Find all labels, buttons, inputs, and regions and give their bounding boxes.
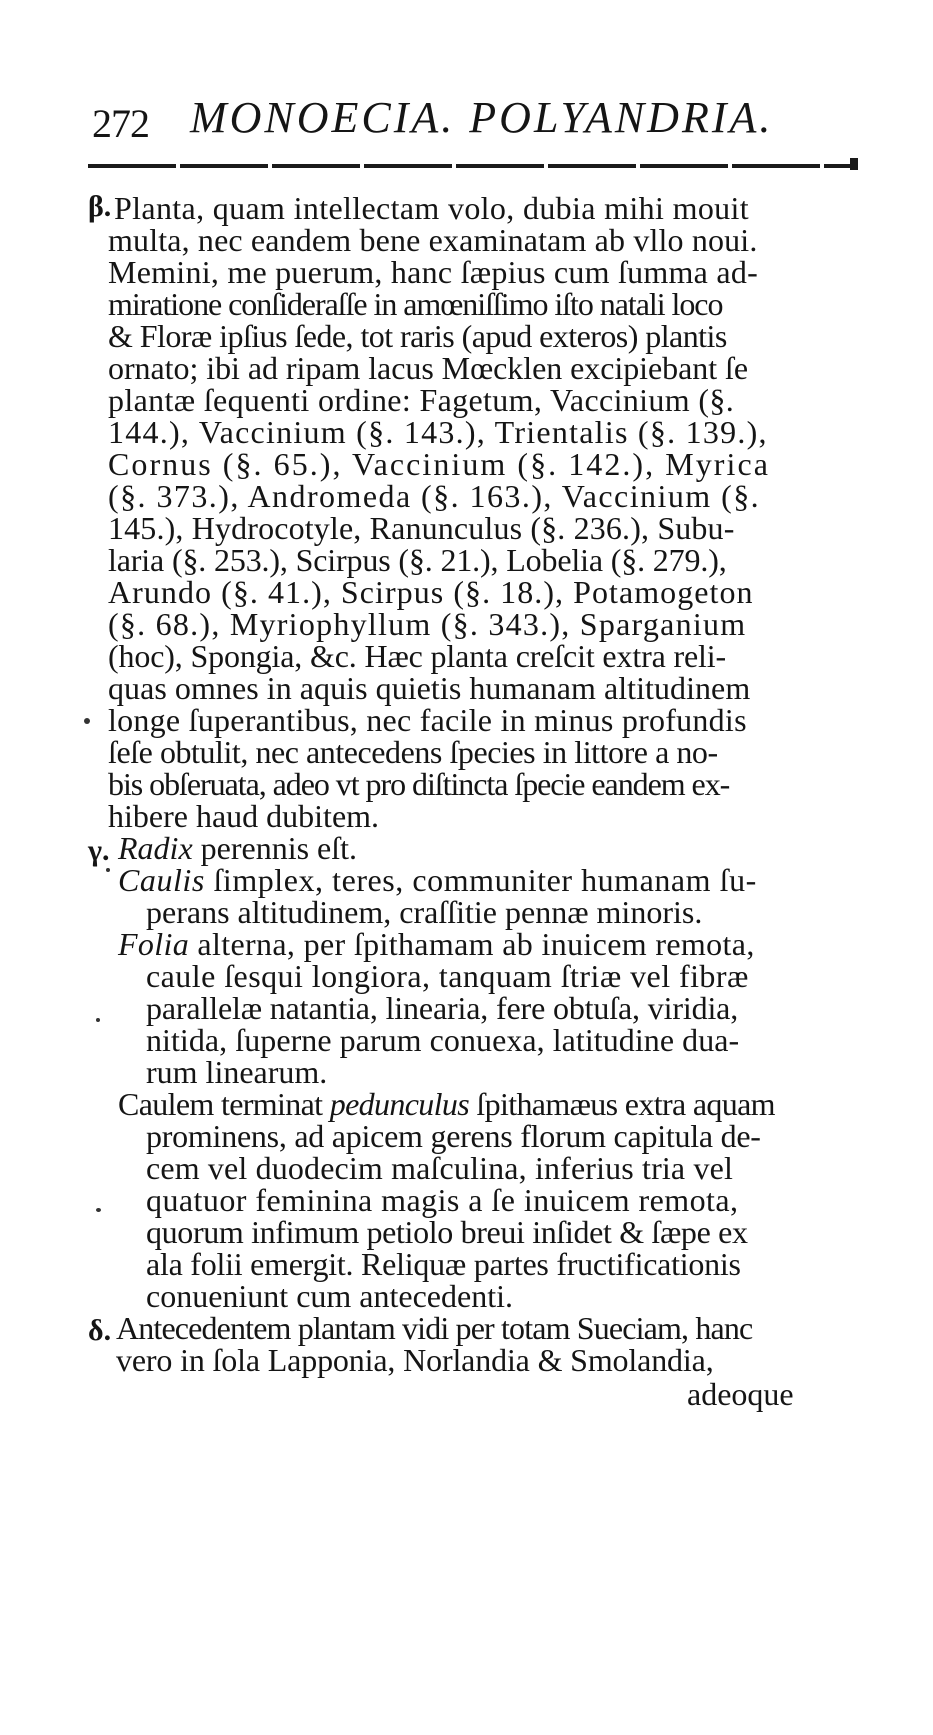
- text-line: miratione conſideraſſe in amœniſſimo iſto natali loco: [108, 286, 723, 322]
- caulem-line: [118, 1088, 775, 1120]
- text-line: quas omnes in aquis quietis humanam altitudinem: [108, 670, 751, 706]
- text-line: multa, nec eandem bene examinatam ab vllo noui.: [108, 222, 758, 258]
- text-line: plantæ ſequenti ordine: Fagetum, Vaccinium (§.: [108, 382, 735, 418]
- page-number: 272: [92, 101, 149, 146]
- margin-dot: [84, 718, 90, 724]
- caulem-line-2: prominens, ad apicem gerens florum capitula de-: [146, 1118, 761, 1154]
- text-line: 145.), Hydrocotyle, Ranunculus (§. 236.), Subu-: [108, 510, 735, 546]
- text-line: Memini, me puerum, hanc ſæpius cum ſumma ad-: [108, 254, 758, 290]
- text-line: longe ſuperantibus, nec facile in minus profundis: [108, 702, 747, 738]
- text-line: bis obſeruata, adeo vt pro diſtincta ſpecie eandem ex-: [108, 766, 730, 802]
- folia-line-3: parallelæ natantia, linearia, fere obtuſa, viridia,: [146, 990, 739, 1026]
- text-line: (hoc), Spongia, &c. Hæc planta creſcit extra reli-: [108, 638, 727, 674]
- radix-line: [118, 832, 357, 864]
- running-head: MONOECIA. POLYANDRIA.: [190, 93, 774, 142]
- text-line: ornato; ibi ad ripam lacus Mœcklen excipiebant ſe: [108, 350, 749, 386]
- caulis-line-2: perans altitudinem, craſſitie pennæ minoris.: [146, 894, 703, 930]
- caulem-line-3: cem vel duodecim maſculina, inferius tria vel: [146, 1150, 733, 1186]
- section-marker-beta: β.: [88, 190, 112, 223]
- radix-text: perennis eſt.: [192, 830, 358, 866]
- text-line: laria (§. 253.), Scirpus (§. 21.), Lobelia (§. 279.),: [108, 542, 727, 578]
- section-marker-delta: δ.: [88, 1314, 112, 1347]
- folia-line: [118, 928, 755, 960]
- folia-line-2: caule ſesqui longiora, tanquam ſtriæ vel fibræ: [146, 958, 749, 994]
- margin-dot: [96, 1208, 101, 1212]
- delta-line-1: Antecedentem plantam vidi per totam Sueciam, hanc: [116, 1310, 753, 1346]
- caulem-line-7: conueniunt cum antecedenti.: [146, 1278, 513, 1314]
- radix-term: Radix: [118, 830, 193, 866]
- caulem-line-5: quorum infimum petiolo breui inſidet & ſæpe ex: [146, 1214, 748, 1250]
- caulem-line-4: quatuor feminina magis a ſe inuicem remota,: [146, 1182, 739, 1218]
- caulis-line: [118, 864, 757, 896]
- text-line: ſeſe obtulit, nec antecedens ſpecies in littore a no-: [108, 734, 718, 770]
- folia-text: alterna, per ſpithamam ab inuicem remota,: [189, 926, 755, 962]
- section-marker-gamma: γ.: [88, 834, 110, 867]
- text-line: Cornus (§. 65.), Vaccinium (§. 142.), Myrica: [108, 446, 770, 482]
- pedunculus-term: pedunculus: [329, 1086, 470, 1122]
- delta-line-2: vero in ſola Lapponia, Norlandia & Smolandia,: [116, 1342, 714, 1378]
- margin-dot: [106, 868, 110, 872]
- caulem-text-end: ſpithamæus extra aquam: [469, 1086, 775, 1122]
- caulis-text: ſimplex, teres, communiter humanam ſu-: [204, 862, 757, 898]
- text-line: 144.), Vaccinium (§. 143.), Trientalis (§. 139.),: [108, 414, 768, 450]
- text-line: (§. 68.), Myriophyllum (§. 343.), Sparganium: [108, 606, 747, 642]
- folia-line-5: rum linearum.: [146, 1054, 328, 1090]
- text-line: hibere haud dubitem.: [108, 798, 380, 834]
- margin-dot: [96, 1018, 100, 1022]
- folia-term: Folia: [118, 926, 190, 962]
- catchword: adeoque: [687, 1376, 794, 1412]
- caulem-line-6: ala folii emergit. Reliquæ partes fructificationis: [146, 1246, 741, 1282]
- text-line: (§. 373.), Andromeda (§. 163.), Vaccinium (§.: [108, 478, 761, 514]
- caulem-text-start: Caulem terminat: [118, 1086, 330, 1122]
- caulis-term: Caulis: [118, 862, 205, 898]
- folia-line-4: nitida, ſuperne parum conuexa, latitudine dua-: [146, 1022, 740, 1058]
- text-line: Planta, quam intellectam volo, dubia mihi mouit: [114, 190, 750, 226]
- text-line: & Floræ ipſius ſede, tot raris (apud exteros) plantis: [108, 318, 727, 354]
- text-line: Arundo (§. 41.), Scirpus (§. 18.), Potamogeton: [108, 574, 754, 610]
